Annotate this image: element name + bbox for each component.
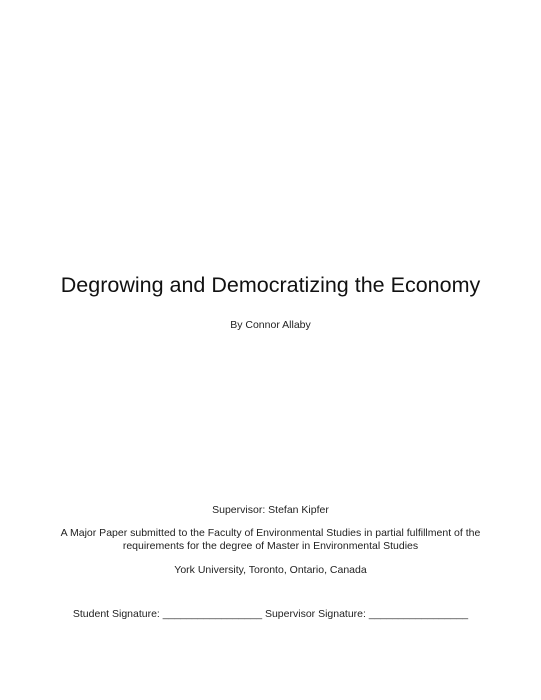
statement-line-1: A Major Paper submitted to the Faculty of Environmental Studies in partial fulfillment of the — [60, 527, 481, 539]
supervisor-line: Supervisor: Stefan Kipfer — [212, 504, 329, 516]
author-line: By Connor Allaby — [230, 319, 311, 331]
paper-title: Degrowing and Democratizing the Economy — [60, 273, 481, 297]
institution-line: York University, Toronto, Ontario, Canada — [174, 564, 367, 576]
signature-lines: Student Signature: _________________ Supervisor Signature: _________________ — [72, 608, 469, 620]
statement-line-2: requirements for the degree of Master in Environmental Studies — [122, 540, 419, 552]
submission-statement — [40, 527, 501, 553]
